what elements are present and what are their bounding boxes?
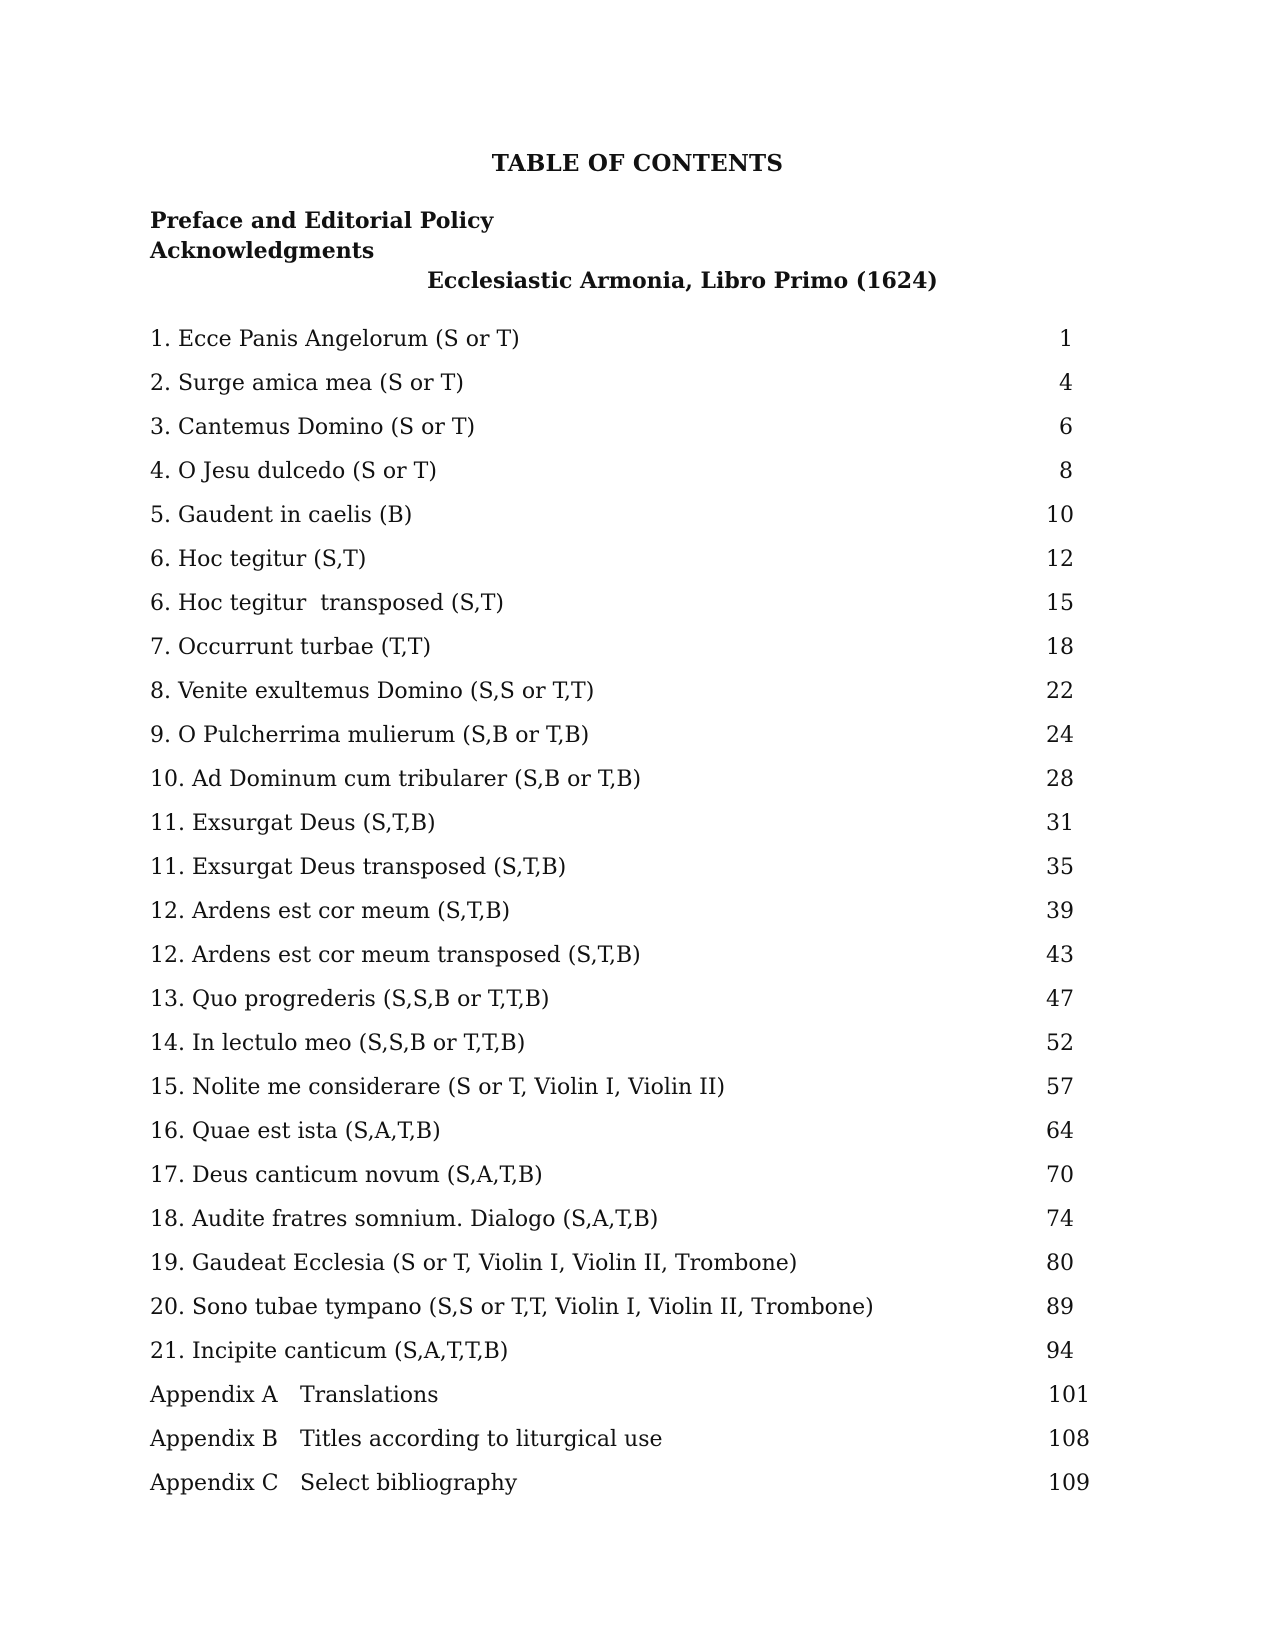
toc-entry	[150, 802, 1080, 846]
toc-entry-page: 47	[1046, 987, 1074, 1012]
toc-entry-page: 8	[1059, 459, 1073, 484]
toc-entry-page: 22	[1046, 679, 1074, 704]
toc-entry	[150, 582, 1080, 626]
toc-entry	[150, 626, 1080, 670]
appendix-title: Translations	[300, 1383, 439, 1408]
toc-entry-page: 74	[1046, 1207, 1074, 1232]
toc-entry-label: 13. Quo progrederis (S,S,B or T,T,B)	[150, 987, 550, 1012]
toc-entry-page: 43	[1046, 943, 1074, 968]
toc-entry-page: 52	[1046, 1031, 1074, 1056]
toc-entry-label: 14. In lectulo meo (S,S,B or T,T,B)	[150, 1031, 526, 1056]
appendix-entry	[150, 1462, 1090, 1506]
toc-entry	[150, 758, 1080, 802]
toc-entry-page: 1	[1059, 327, 1073, 352]
toc-entry-page: 28	[1046, 767, 1074, 792]
toc-entry-label: 16. Quae est ista (S,A,T,B)	[150, 1119, 441, 1144]
toc-entry-page: 80	[1046, 1251, 1074, 1276]
toc-entry-page: 12	[1046, 547, 1074, 572]
toc-entry-label: 9. O Pulcherrima mulierum (S,B or T,B)	[150, 723, 590, 748]
toc-entry	[150, 1066, 1080, 1110]
appendix-page: 101	[1048, 1383, 1090, 1408]
toc-entry-label: 11. Exsurgat Deus (S,T,B)	[150, 811, 436, 836]
toc-entry-label: 10. Ad Dominum cum tribularer (S,B or T,B)	[150, 767, 642, 792]
toc-entry-label: 12. Ardens est cor meum transposed (S,T,B)	[150, 943, 641, 968]
toc-entry-label: 19. Gaudeat Ecclesia (S or T, Violin I, Violin II, Trombone)	[150, 1251, 798, 1276]
toc-entry-page: 15	[1046, 591, 1074, 616]
appendix-key: Appendix C	[150, 1471, 279, 1496]
toc-entry-label: 18. Audite fratres somnium. Dialogo (S,A,T,B)	[150, 1207, 659, 1232]
page-title: TABLE OF CONTENTS	[491, 150, 784, 177]
toc-entry-label: 21. Incipite canticum (S,A,T,T,B)	[150, 1339, 509, 1364]
toc-entry-label: 20. Sono tubae tympano (S,S or T,T, Violin I, Violin II, Trombone)	[150, 1295, 874, 1320]
toc-entry	[150, 362, 1080, 406]
toc-entry-label: 6. Hoc tegitur (S,T)	[150, 547, 367, 572]
toc-entry	[150, 1198, 1080, 1242]
toc-entry-page: 31	[1046, 811, 1074, 836]
toc-entry	[150, 538, 1080, 582]
toc-entry	[150, 934, 1080, 978]
toc-entry	[150, 1022, 1080, 1066]
toc-entry-page: 6	[1059, 415, 1073, 440]
toc-entry-page: 64	[1046, 1119, 1074, 1144]
toc-entry-page: 89	[1046, 1295, 1074, 1320]
toc-entry	[150, 450, 1080, 494]
toc-entry-label: 12. Ardens est cor meum (S,T,B)	[150, 899, 511, 924]
toc-entry-page: 10	[1046, 503, 1074, 528]
toc-entry-page: 4	[1059, 371, 1073, 396]
toc-entry	[150, 406, 1080, 450]
toc-entry	[150, 846, 1080, 890]
toc-entry-label: 15. Nolite me considerare (S or T, Violin I, Violin II)	[150, 1075, 726, 1100]
toc-entry	[150, 1242, 1080, 1286]
toc-entry	[150, 1330, 1080, 1374]
toc-entry	[150, 714, 1080, 758]
appendix-page: 108	[1048, 1427, 1090, 1452]
toc-entry	[150, 978, 1080, 1022]
toc-entry-label: 1. Ecce Panis Angelorum (S or T)	[150, 327, 520, 352]
appendix-entry	[150, 1374, 1090, 1418]
toc-entry-page: 57	[1046, 1075, 1074, 1100]
toc-entry-page: 70	[1046, 1163, 1074, 1188]
toc-entry-label: 7. Occurrunt turbae (T,T)	[150, 635, 432, 660]
toc-entry-label: 3. Cantemus Domino (S or T)	[150, 415, 476, 440]
toc-entry	[150, 318, 1080, 362]
toc-entry	[150, 890, 1080, 934]
appendix-title: Titles according to liturgical use	[300, 1427, 663, 1452]
appendix-key: Appendix A	[150, 1383, 278, 1408]
toc-entry-label: 11. Exsurgat Deus transposed (S,T,B)	[150, 855, 567, 880]
toc-entry-label: 4. O Jesu dulcedo (S or T)	[150, 459, 437, 484]
toc-entry-page: 94	[1046, 1339, 1074, 1364]
toc-entry-label: 8. Venite exultemus Domino (S,S or T,T)	[150, 679, 595, 704]
toc-entry-label: 6. Hoc tegitur transposed (S,T)	[150, 591, 504, 616]
toc-entry-label: 5. Gaudent in caelis (B)	[150, 503, 413, 528]
toc-entry-label: 2. Surge amica mea (S or T)	[150, 371, 464, 396]
toc-entry	[150, 494, 1080, 538]
toc-entry-label: 17. Deus canticum novum (S,A,T,B)	[150, 1163, 543, 1188]
front-matter-acknowledgments: Acknowledgments	[150, 238, 375, 264]
toc-entry-page: 18	[1046, 635, 1074, 660]
toc-entry	[150, 1110, 1080, 1154]
front-matter-preface: Preface and Editorial Policy	[150, 208, 494, 234]
appendix-page: 109	[1048, 1471, 1090, 1496]
toc-entry-page: 35	[1046, 855, 1074, 880]
appendix-entry	[150, 1418, 1090, 1462]
appendix-key: Appendix B	[150, 1427, 278, 1452]
toc-entry	[150, 1154, 1080, 1198]
toc-list	[150, 318, 1090, 1506]
collection-subtitle: Ecclesiastic Armonia, Libro Primo (1624)	[427, 268, 938, 294]
toc-entry	[150, 670, 1080, 714]
toc-entry-page: 24	[1046, 723, 1074, 748]
toc-entry-page: 39	[1046, 899, 1074, 924]
appendix-title: Select bibliography	[300, 1471, 518, 1496]
toc-entry	[150, 1286, 1080, 1330]
